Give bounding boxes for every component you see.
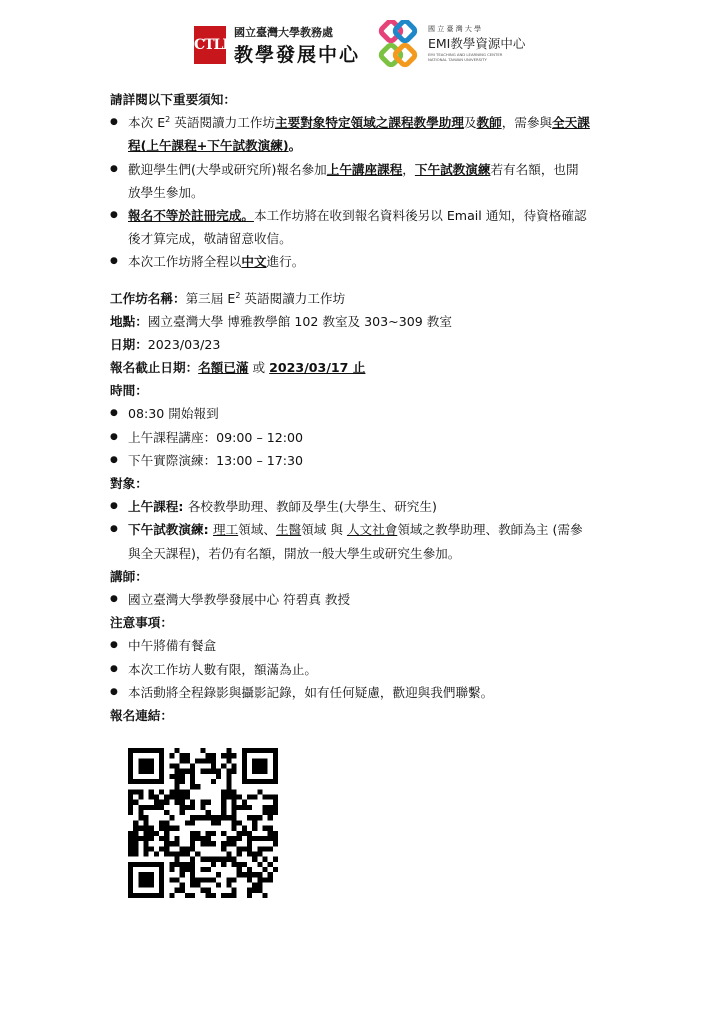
- target-am-label: 上午課程:: [128, 499, 188, 515]
- registration-link-label: 報名連結：: [110, 707, 173, 723]
- text: 若有名額，也開: [490, 161, 579, 177]
- deadline-full: 名額已滿: [198, 360, 249, 376]
- emi-center-name: EMI教學資源中心: [428, 36, 526, 51]
- text: 英語閱讀力工作坊: [170, 115, 276, 131]
- place-value: 國立臺灣大學 博雅教學館 102 教室及 303~309 教室: [147, 313, 452, 329]
- notes-label: 注意事項：: [110, 615, 173, 631]
- emphasis: 報名不等於註冊完成。: [128, 207, 254, 223]
- text: 進行。: [266, 254, 305, 270]
- text: 領域之教學助理、教師為主 (需參: [397, 522, 583, 538]
- note-item: ● 中午將備有餐盒: [110, 634, 620, 657]
- notice-item-2: [110, 158, 620, 181]
- emphasis: 主要對象特定領域之課程教學助理: [275, 115, 464, 131]
- workshop-name-value-rest: 英語閱讀力工作坊: [240, 290, 346, 306]
- emphasis: 中文: [241, 254, 267, 270]
- text: 本次 E: [128, 115, 166, 131]
- document-body: [110, 88, 620, 727]
- lecturer-label: 講師：: [110, 568, 148, 584]
- qr-code-icon[interactable]: [128, 748, 278, 898]
- time-label: 時間：: [110, 383, 148, 399]
- emi-university-name: 國 立 臺 灣 大 學: [428, 25, 482, 33]
- text: 及: [463, 115, 477, 131]
- time-item: ● 08:30 開始報到: [110, 402, 620, 425]
- deadline-or: 或: [248, 360, 270, 376]
- deadline-label: 報名截止日期：: [110, 360, 199, 376]
- notice-item-3-cont: 後才算完成，敬請留意收信。: [128, 231, 292, 247]
- place-label: 地點：: [110, 313, 148, 329]
- date-label: 日期：: [110, 336, 148, 352]
- superscript: 2: [165, 115, 171, 124]
- notice-heading: 請詳閱以下重要須知：: [110, 92, 236, 107]
- target-am-value: 各校教學助理、教師及學生(大學生、研究生): [187, 499, 437, 515]
- emphasis: 程(上午課程+下午試教演練): [128, 138, 289, 154]
- target-pm-label: 下午試教演練:: [128, 522, 213, 538]
- place-row: [110, 310, 620, 333]
- target-pm-cont: 與全天課程)，若仍有名額，開放一般大學生或研究生參加。: [128, 545, 461, 561]
- field: 人文社會: [346, 522, 398, 538]
- field: 生醫: [275, 522, 302, 538]
- notice-item-4: [110, 250, 620, 273]
- text: 領域 與: [301, 522, 347, 538]
- deadline-date: 2023/03/17 止: [269, 360, 366, 376]
- note-item: ● 本活動將全程錄影與攝影記錄，如有任何疑慮，歡迎與我們聯繫。: [110, 681, 620, 704]
- emphasis: 教師: [476, 115, 502, 131]
- text: 領域、: [238, 522, 276, 538]
- emphasis: 下午試教演練: [414, 161, 491, 177]
- workshop-name-row: [110, 287, 620, 310]
- target-am: [110, 495, 620, 518]
- emi-english-line-2: NATIONAL TAIWAN UNIVERSITY: [428, 57, 487, 62]
- emphasis: 上午講座課程: [326, 161, 403, 177]
- notice-item-3: [110, 204, 620, 227]
- lecturer-value: ● 國立臺灣大學教學發展中心 符碧真 教授: [110, 588, 620, 611]
- text: 歡迎學生們(大學或研究所)報名參加: [128, 161, 327, 177]
- target-pm: [110, 518, 620, 541]
- ctld-center-name: 教學發展中心: [234, 44, 361, 66]
- header-logos: [190, 16, 550, 72]
- text: ，需參與: [501, 115, 553, 131]
- emi-english-line-1: EMI TEACHING AND LEARNING CENTER: [428, 52, 503, 57]
- superscript: 2: [235, 290, 241, 300]
- ctld-logo-icon: CTLD: [194, 26, 226, 64]
- emphasis: 全天課: [552, 115, 590, 131]
- text: 本工作坊將在收到報名資料後另以 Email 通知，待資格確認: [253, 207, 587, 223]
- field: 理工: [212, 522, 239, 538]
- notice-item-2-cont: 放學生參加。: [128, 184, 204, 200]
- time-item: ● 下午實際演練：13:00 – 17:30: [110, 449, 620, 472]
- time-item: ● 上午課程講座：09:00 – 12:00: [110, 426, 620, 449]
- date-row: [110, 333, 620, 356]
- target-label: 對象：: [110, 476, 148, 491]
- emi-english-name: [428, 52, 502, 62]
- text: 本次工作坊將全程以: [128, 254, 242, 270]
- workshop-name-label: 工作坊名稱：: [110, 290, 186, 306]
- ctld-unit-name: 國立臺灣大學教務處: [234, 26, 333, 39]
- date-value: 2023/03/23: [147, 336, 221, 352]
- notice-item-1-cont: [110, 134, 620, 157]
- workshop-name-value: 第三屆 E: [185, 290, 236, 306]
- text: 。: [288, 138, 302, 154]
- note-item: ● 本次工作坊人數有限，額滿為止。: [110, 658, 620, 681]
- emi-logo-icon: [374, 20, 422, 68]
- deadline-row: [110, 356, 620, 379]
- notice-item-1: [110, 111, 620, 134]
- text: ，: [402, 161, 415, 177]
